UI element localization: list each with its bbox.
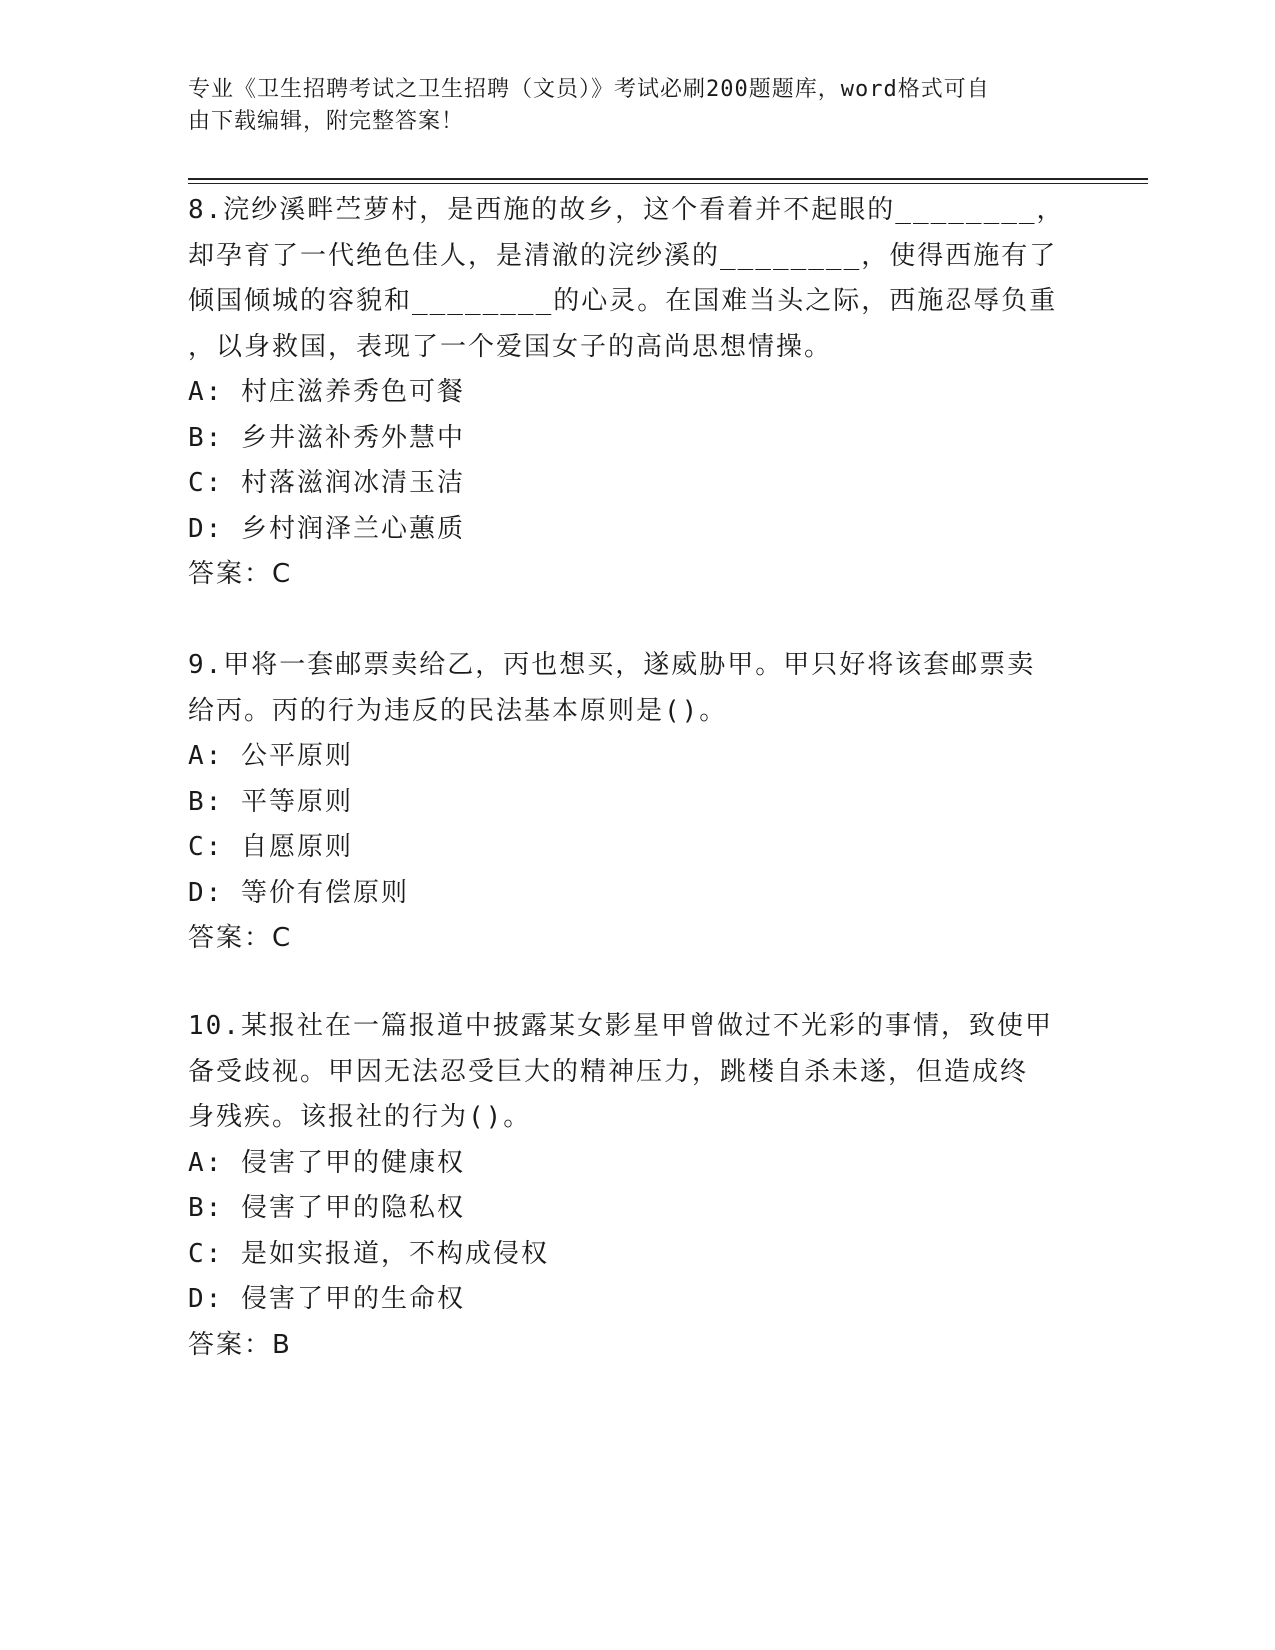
question-8 (188, 188, 1068, 598)
question-line: 9.甲将一套邮票卖给乙，丙也想买，遂威胁甲。甲只好将该套邮票卖 (188, 650, 1036, 680)
header-divider (188, 178, 1148, 180)
question-9 (188, 643, 1068, 962)
option-b: B: 平等原则 (188, 786, 353, 817)
option-a: A: 公平原则 (188, 741, 353, 771)
header-line: 专业《卫生招聘考试之卫生招聘（文员）》考试必刷200题题库，word格式可自 (188, 77, 990, 102)
question-line: ，以身救国，表现了一个爱国女子的高尚思想情操。 (188, 331, 833, 362)
option-a: A: 村庄滋养秀色可餐 (188, 377, 465, 407)
question-line: 8.浣纱溪畔苎萝村，是西施的故乡，这个看着并不起眼的________， (188, 195, 1065, 225)
option-d: D: 侵害了甲的生命权 (188, 1284, 465, 1314)
question-line: 备受歧视。甲因无法忍受巨大的精神压力，跳楼自杀未遂，但造成终 (188, 1056, 1029, 1087)
answer: 答案：B (188, 1329, 292, 1360)
document-header (188, 74, 1068, 138)
answer: 答案：C (188, 923, 293, 953)
option-c: C: 村落滋润冰清玉洁 (188, 468, 465, 498)
question-10 (188, 1004, 1068, 1368)
question-line: 给丙。丙的行为违反的民法基本原则是()。 (188, 695, 728, 726)
header-divider (188, 183, 1148, 184)
option-d: D: 等价有偿原则 (188, 877, 409, 908)
option-b: B: 乡井滋补秀外慧中 (188, 422, 465, 453)
option-c: C: 自愿原则 (188, 832, 353, 862)
header-line: 由下载编辑，附完整答案！ (188, 109, 465, 134)
option-a: A: 侵害了甲的健康权 (188, 1147, 465, 1178)
question-line: 倾国倾城的容貌和________的心灵。在国难当头之际，西施忍辱负重 (188, 286, 1058, 316)
question-line: 10.某报社在一篇报道中披露某女影星甲曾做过不光彩的事情，致使甲 (188, 1011, 1053, 1041)
answer: 答案：C (188, 559, 293, 589)
question-line: 却孕育了一代绝色佳人，是清澈的浣纱溪的________，使得西施有了 (188, 240, 1058, 271)
question-line: 身残疾。该报社的行为()。 (188, 1102, 532, 1132)
option-d: D: 乡村润泽兰心蕙质 (188, 513, 465, 544)
option-c: C: 是如实报道，不构成侵权 (188, 1238, 549, 1269)
option-b: B: 侵害了甲的隐私权 (188, 1193, 465, 1223)
